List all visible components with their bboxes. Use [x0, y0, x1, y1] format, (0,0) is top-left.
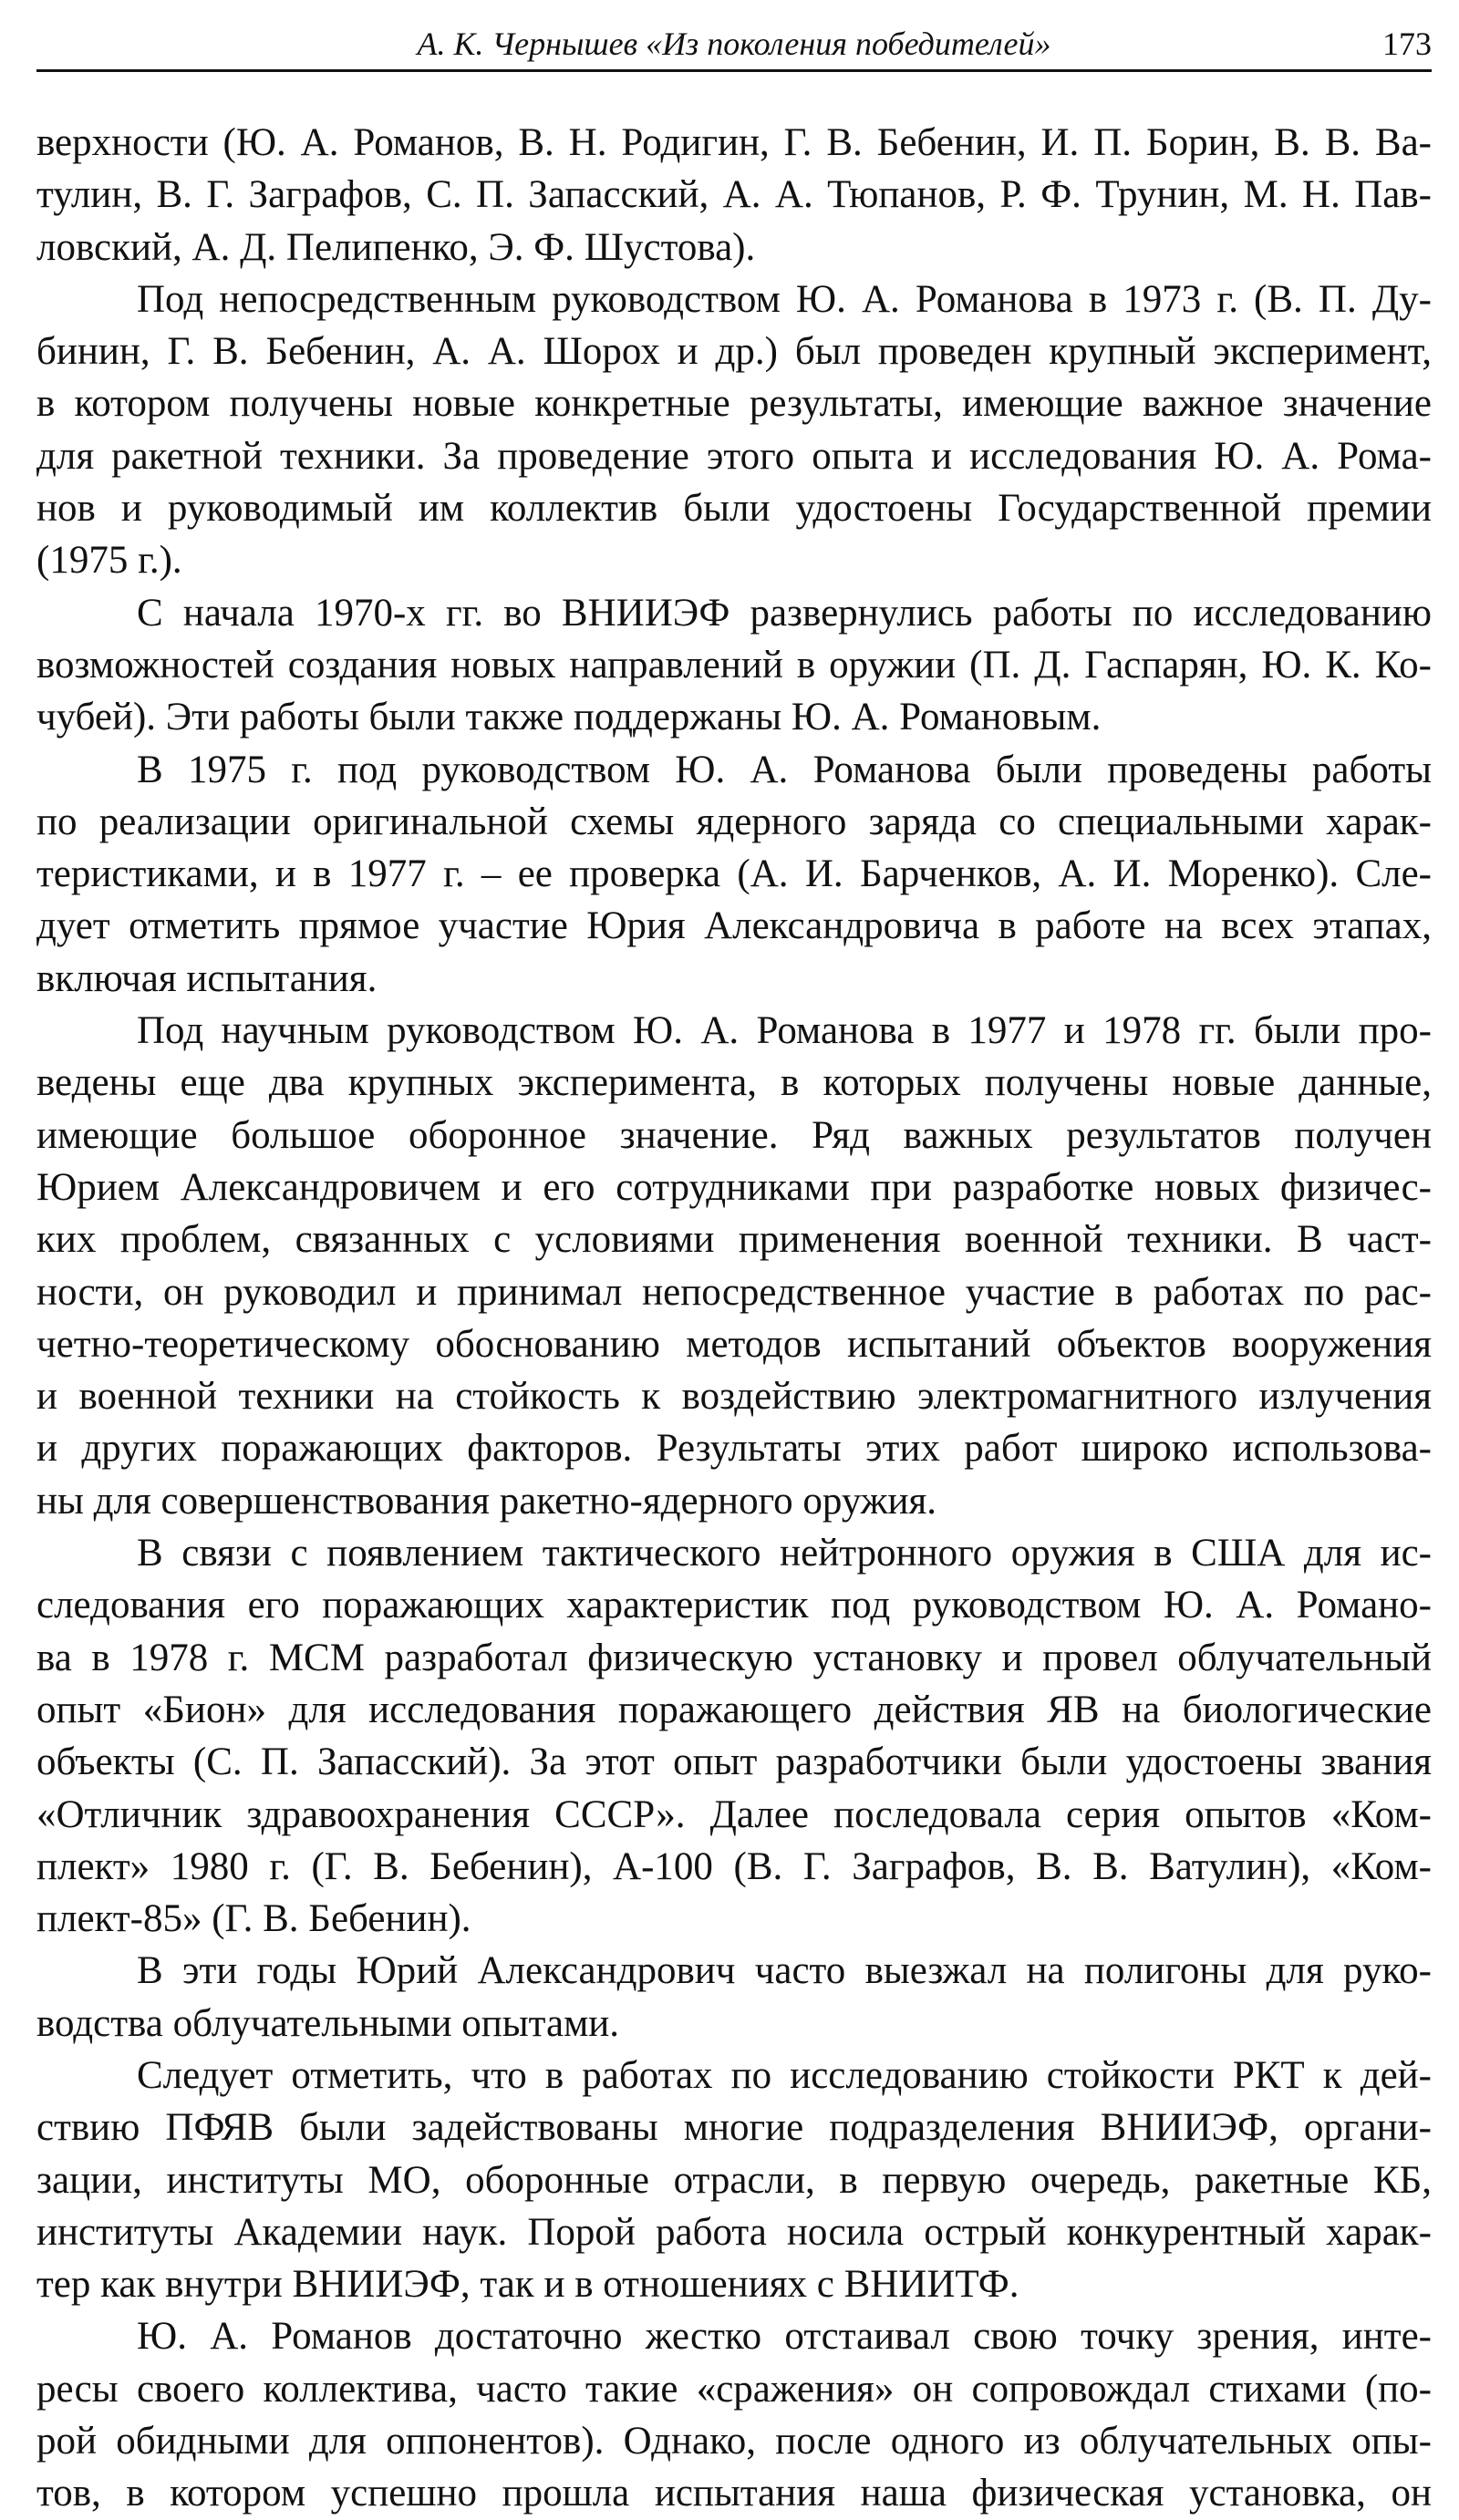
running-head	[36, 20, 1432, 72]
text-line: тер как внутри ВНИИЭФ, так и в отношениях с ВНИИТФ.	[36, 2263, 1019, 2307]
running-head-title: А. К. Чернышев «Из поколения победителей»	[417, 26, 1051, 62]
text-line: Ю. А. Романов достаточно жестко отстаивал свою точку зрения, инте-	[137, 2315, 1432, 2359]
text-line: тулин, В. Г. Заграфов, С. П. Запасский, А. А. Тюпанов, Р. Ф. Трунин, М. Н. Пав-	[36, 173, 1432, 217]
text-line: и других поражающих факторов. Результаты этих работ широко использова-	[36, 1427, 1432, 1471]
text-line: чубей). Эти работы были также поддержаны Ю. А. Романовым.	[36, 696, 1102, 739]
page-number: 173	[1382, 26, 1432, 62]
text-line: по реализации оригинальной схемы ядерного заряда со специальными харак-	[36, 800, 1432, 843]
text-line: ловский, А. Д. Пелипенко, Э. Ф. Шустова).	[36, 225, 756, 269]
text-line: ресы своего коллектива, часто такие «сражения» он сопровождал стихами (по-	[36, 2367, 1432, 2411]
text-line: бинин, Г. В. Бебенин, А. А. Шорох и др.) был проведен крупный эксперимент,	[36, 330, 1432, 374]
text-line: верхности (Ю. А. Романов, В. Н. Родигин, Г. В. Бебенин, И. П. Борин, В. В. Ва-	[36, 121, 1432, 164]
text-line: дует отметить прямое участие Юрия Александровича в работе на всех этапах,	[36, 904, 1432, 948]
paragraph	[36, 2310, 1432, 2519]
text-line: плект» 1980 г. (Г. В. Бебенин), А-100 (В. Г. Заграфов, В. В. Ватулин), «Ком-	[36, 1844, 1432, 1888]
text-line: ведены еще два крупных эксперимента, в которых получены новые данные,	[36, 1061, 1432, 1105]
text-line: В эти годы Юрий Александрович часто выезжал на полигоны для руко-	[137, 1949, 1432, 1993]
text-line: В 1975 г. под руководством Ю. А. Романова были проведены работы	[137, 748, 1432, 791]
text-line: в котором получены новые конкретные результаты, имеющие важное значение	[36, 382, 1432, 426]
text-line: четно-теоретическому обоснованию методов испытаний объектов вооружения	[36, 1322, 1432, 1366]
paragraph	[36, 1527, 1432, 1945]
text-line: плект-85» (Г. В. Бебенин).	[36, 1897, 471, 1941]
text-line: нов и руководимый им коллектив были удостоены Государственной премии	[36, 487, 1432, 531]
text-line: Под непосредственным руководством Ю. А. Романова в 1973 г. (В. П. Ду-	[137, 277, 1432, 321]
text-line: институты Академии наук. Порой работа носила острый конкурентный харак-	[36, 2210, 1432, 2254]
text-line: ствию ПФЯВ были задействованы многие подразделения ВНИИЭФ, органи-	[36, 2106, 1432, 2150]
text-line: В связи с появлением тактического нейтронного оружия в США для ис-	[137, 1532, 1432, 1575]
text-line: Юрием Александровичем и его сотрудниками при разработке новых физичес-	[36, 1165, 1432, 1209]
paragraph	[36, 1945, 1432, 2050]
text-line: водства облучательными опытами.	[36, 2001, 620, 2045]
text-line: ности, он руководил и принимал непосредственное участие в работах по рас-	[36, 1270, 1432, 1314]
text-line: Под научным руководством Ю. А. Романова в 1977 и 1978 гг. были про-	[137, 1009, 1432, 1053]
text-line: тов, в котором успешно прошла испытания наша физическая установка, он	[36, 2472, 1432, 2515]
text-line: возможностей создания новых направлений в оружии (П. Д. Гаспарян, Ю. К. Ко-	[36, 643, 1432, 687]
text-line: Следует отметить, что в работах по исследованию стойкости РКТ к дей-	[137, 2053, 1432, 2097]
text-line: для ракетной техники. За проведение этого опыта и исследования Ю. А. Рома-	[36, 434, 1432, 478]
text-line: ва в 1978 г. МСМ разработал физическую установку и провел облучательный	[36, 1636, 1432, 1679]
paragraph	[36, 2050, 1432, 2310]
text-line: следования его поражающих характеристик под руководством Ю. А. Романо-	[36, 1584, 1432, 1627]
text-line: теристиками, и в 1977 г. – ее проверка (А. И. Барченков, А. И. Моренко). Сле-	[36, 852, 1432, 896]
text-line: ны для совершенствования ракетно-ядерного оружия.	[36, 1479, 937, 1523]
paragraph	[36, 744, 1432, 1005]
paragraph	[36, 274, 1432, 587]
paragraph	[36, 117, 1432, 274]
text-line: имеющие большое оборонное значение. Ряд важных результатов получен	[36, 1113, 1432, 1157]
body-text	[36, 117, 1432, 2520]
text-line: и военной техники на стойкость к воздействию электромагнитного излучения	[36, 1375, 1432, 1419]
text-line: «Отличник здравоохранения СССР». Далее последовала серия опытов «Ком-	[36, 1792, 1432, 1836]
text-line: рой обидными для оппонентов). Однако, после одного из облучательных опы-	[36, 2420, 1432, 2463]
text-line: объекты (С. П. Запасский). За этот опыт разработчики были удостоены звания	[36, 1740, 1432, 1784]
text-line: С начала 1970-х гг. во ВНИИЭФ развернулись работы по исследованию	[137, 591, 1432, 635]
text-line: включая испытания.	[36, 956, 378, 1000]
text-line: опыт «Бион» для исследования поражающего действия ЯВ на биологические	[36, 1688, 1432, 1731]
text-line: ких проблем, связанных с условиями применения военной техники. В част-	[36, 1218, 1432, 1262]
text-line: (1975 г.).	[36, 539, 182, 583]
paragraph	[36, 587, 1432, 744]
paragraph	[36, 1005, 1432, 1527]
text-line: зации, институты МО, оборонные отрасли, в первую очередь, ракетные КБ,	[36, 2158, 1432, 2202]
